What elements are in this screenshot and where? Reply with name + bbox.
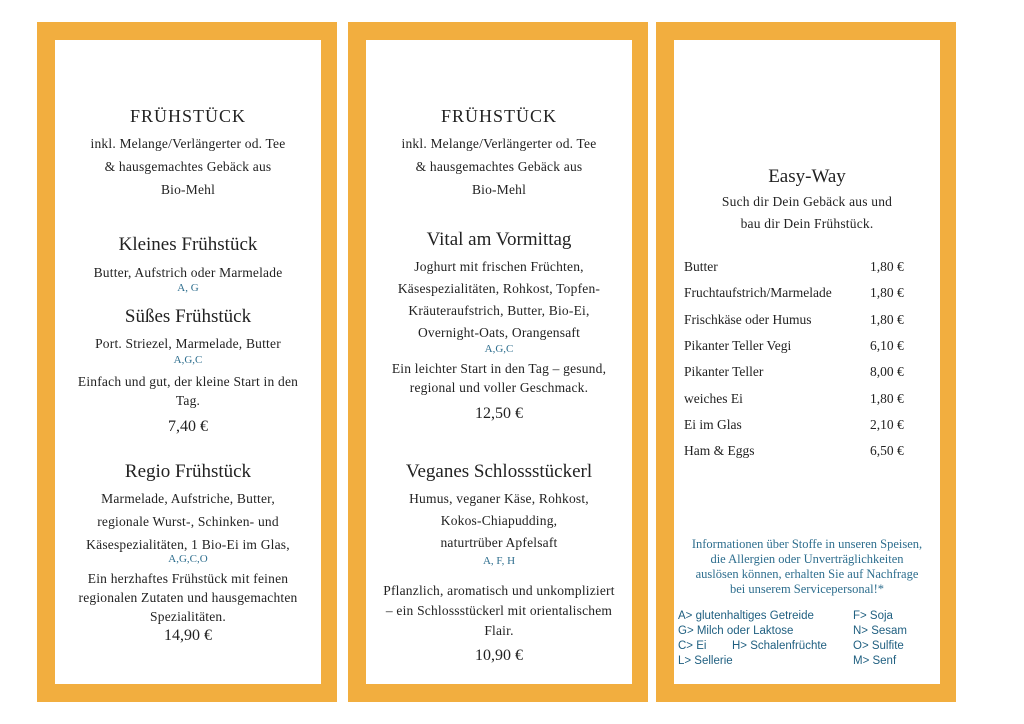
section-title: FRÜHSTÜCK: [129, 106, 247, 126]
item-note: regional und voller Geschmack.: [409, 380, 589, 395]
section-title: Easy-Way: [768, 166, 846, 187]
allergen-codes: A, G: [177, 282, 199, 294]
section-subtitle: Such dir Dein Gebäck aus und: [721, 194, 893, 209]
item-description: naturtrüber Apfelsaft: [440, 535, 558, 550]
price-list-item: [684, 285, 910, 301]
allergen-info: Informationen über Stoffe in unseren Speisen,: [691, 537, 923, 551]
allergen-info: auslösen können, erhalten Sie auf Nachfrage: [695, 567, 919, 581]
section-subtitle: inkl. Melange/Verlängerter od. Tee: [401, 136, 597, 151]
section-title: FRÜHSTÜCK: [440, 106, 558, 126]
item-price: 8,00 €: [870, 364, 904, 380]
item-price: 1,80 €: [870, 285, 904, 301]
item-note: Ein herzhaftes Frühstück mit feinen: [87, 571, 289, 586]
item-name: Veganes Schlossstückerl: [405, 461, 593, 482]
allergen-legend-item: N> Sesam: [853, 625, 908, 637]
item-price: 12,50 €: [475, 405, 523, 422]
item-description: Marmelade, Aufstriche, Butter,: [101, 491, 275, 506]
item-description: Joghurt mit frischen Früchten,: [414, 259, 584, 274]
item-note: – ein Schlossstückerl mit orientalischem: [385, 603, 613, 618]
price-list-item: [684, 364, 910, 380]
allergen-codes: A,G,C: [484, 343, 514, 355]
item-price: 6,50 €: [870, 443, 904, 459]
item-description: regionale Wurst-, Schinken- und: [97, 514, 279, 529]
item-name: Ei im Glas: [684, 416, 742, 432]
item-note: Flair.: [484, 623, 514, 638]
section-subtitle: Bio-Mehl: [160, 182, 216, 197]
price-list-item: [684, 259, 910, 275]
item-price: 10,90 €: [475, 647, 523, 664]
section-subtitle: & hausgemachtes Gebäck aus: [104, 159, 272, 174]
item-price: 1,80 €: [870, 311, 904, 327]
allergen-legend-item: C> Ei: [678, 640, 707, 652]
menu-panel-2: [348, 22, 648, 702]
item-price: 1,80 €: [870, 390, 904, 406]
section-subtitle: & hausgemachtes Gebäck aus: [415, 159, 583, 174]
item-name: Frischkäse oder Humus: [684, 311, 812, 327]
item-name: Regio Frühstück: [124, 461, 252, 482]
allergen-legend-item: L> Sellerie: [678, 655, 733, 667]
menu-panel-3: [656, 22, 956, 702]
item-name: weiches Ei: [684, 390, 743, 406]
item-description: Port. Striezel, Marmelade, Butter: [95, 336, 281, 351]
item-description: Käsespezialitäten, 1 Bio-Ei im Glas,: [86, 537, 290, 552]
item-description: Butter, Aufstrich oder Marmelade: [93, 265, 283, 280]
item-price: 7,40 €: [168, 418, 208, 435]
item-name: Pikanter Teller: [684, 364, 764, 380]
item-name: Süßes Frühstück: [124, 306, 252, 327]
allergen-info: bei unserem Servicepersonal!*: [729, 582, 885, 596]
item-name: Fruchtaufstrich/Marmelade: [684, 285, 832, 301]
item-note: Ein leichter Start in den Tag – gesund,: [391, 361, 607, 376]
allergen-legend-item: H> Schalenfrüchte: [732, 640, 827, 652]
item-note: Tag.: [175, 393, 201, 408]
item-description: Kräuteraufstrich, Butter, Bio-Ei,: [408, 303, 590, 318]
price-list-item: [684, 391, 910, 407]
item-price: 1,80 €: [870, 259, 904, 274]
item-note: regionalen Zutaten und hausgemachten: [78, 590, 298, 605]
price-list-item: [684, 417, 910, 433]
menu-panel-1: [37, 22, 337, 702]
allergen-legend-item: M> Senf: [853, 655, 897, 667]
allergen-legend-item: A> glutenhaltiges Getreide: [678, 610, 814, 622]
allergen-info: die Allergien oder Unverträglichkeiten: [710, 552, 904, 566]
item-price: 6,10 €: [870, 337, 904, 353]
allergen-codes: A,G,C,O: [168, 553, 208, 565]
item-name: Pikanter Teller Vegi: [684, 337, 792, 353]
section-subtitle: inkl. Melange/Verlängerter od. Tee: [90, 136, 286, 151]
item-note: Spezialitäten.: [150, 609, 226, 624]
item-name: Ham & Eggs: [684, 443, 755, 459]
item-description: Käsespezialitäten, Rohkost, Topfen-: [397, 281, 601, 296]
item-description: Humus, veganer Käse, Rohkost,: [409, 491, 589, 506]
item-price: 2,10 €: [870, 416, 904, 432]
section-subtitle: Bio-Mehl: [471, 182, 527, 197]
allergen-legend-item: F> Soja: [853, 610, 893, 622]
price-list-item: [684, 312, 910, 328]
item-name: Butter: [684, 259, 718, 274]
allergen-legend-item: O> Sulfite: [853, 640, 904, 652]
price-list-item: [684, 443, 910, 459]
item-name: Kleines Frühstück: [118, 234, 258, 255]
item-description: Overnight-Oats, Orangensaft: [417, 325, 581, 340]
item-note: Einfach und gut, der kleine Start in den: [77, 374, 299, 389]
item-note: Pflanzlich, aromatisch und unkompliziert: [383, 583, 615, 598]
price-list-item: [684, 338, 910, 354]
section-subtitle: bau dir Dein Frühstück.: [740, 216, 874, 231]
item-description: Kokos-Chiapudding,: [440, 513, 558, 528]
allergen-codes: A,G,C: [173, 354, 203, 366]
allergen-codes: A, F, H: [482, 555, 516, 567]
allergen-legend-item: G> Milch oder Laktose: [678, 625, 794, 637]
item-price: 14,90 €: [164, 627, 212, 644]
item-name: Vital am Vormittag: [426, 229, 572, 250]
